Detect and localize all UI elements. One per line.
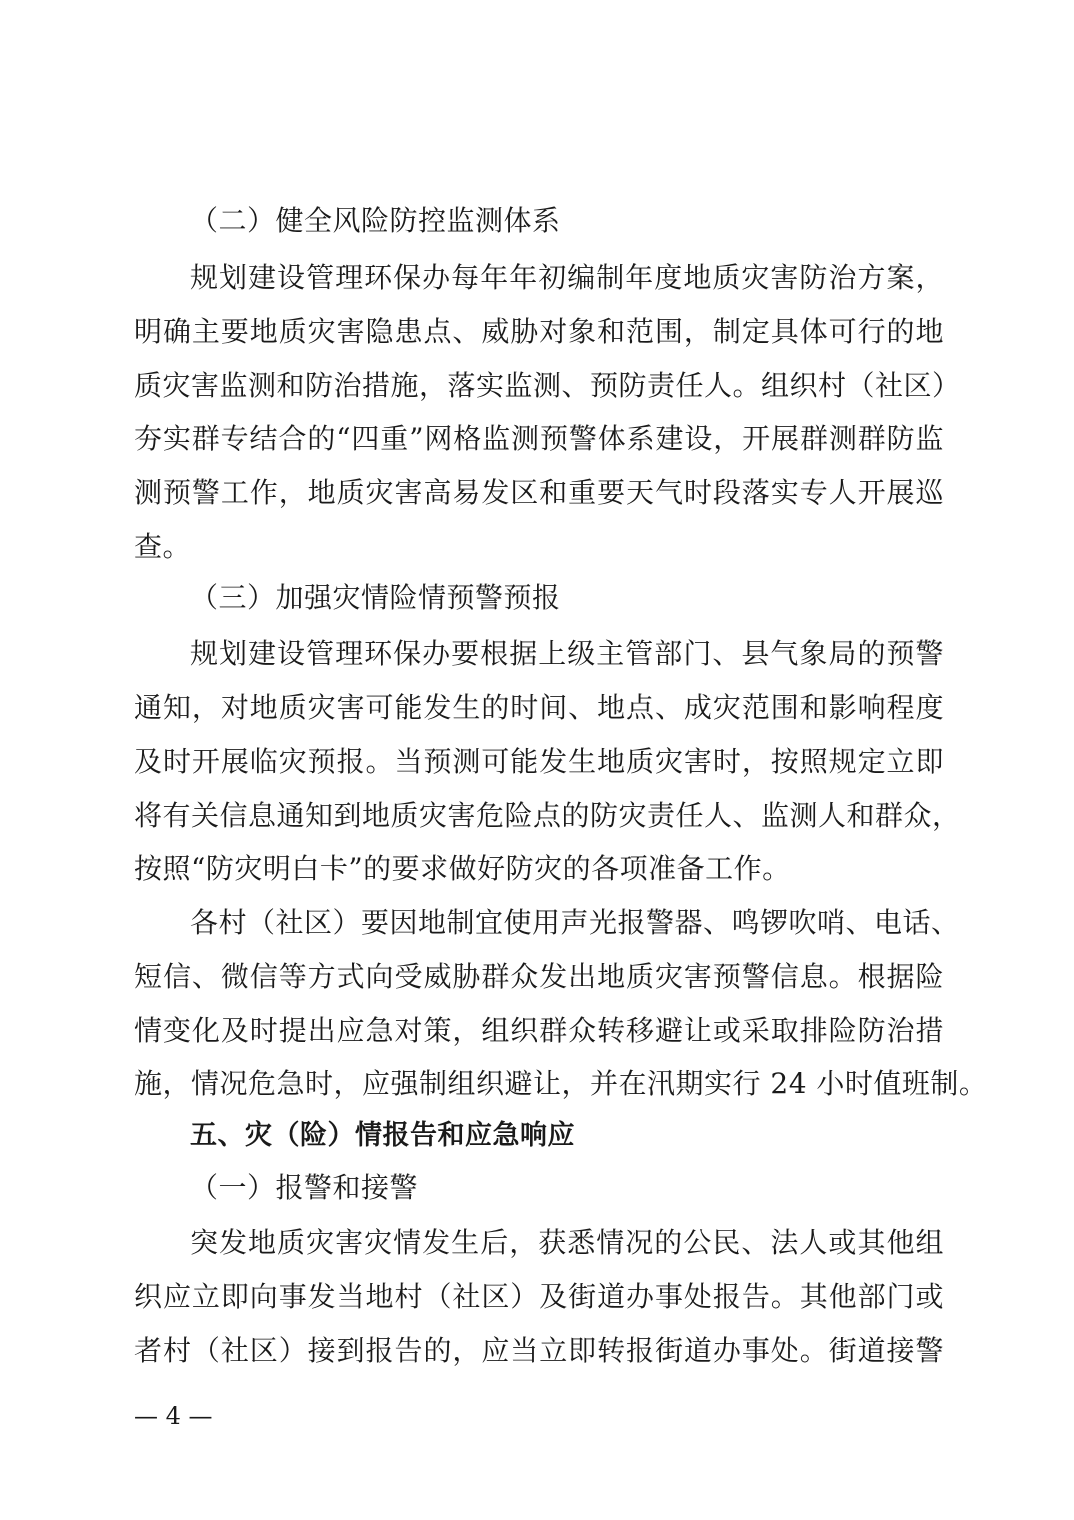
- paragraph-line: 规划建设管理环保办每年年初编制年度地质灾害防治方案，: [190, 261, 944, 294]
- paragraph-line: 各村（社区）要因地制宜使用声光报警器、鸣锣吹哨、电话、: [190, 906, 960, 939]
- paragraph-line: 查。: [134, 530, 192, 563]
- paragraph-line: 通知，对地质灾害可能发生的时间、地点、成灾范围和影响程度: [134, 691, 944, 724]
- section-heading-5-1: （一）报警和接警: [190, 1171, 419, 1204]
- paragraph-line: 织应立即向事发当地村（社区）及街道办事处报告。其他部门或: [134, 1280, 944, 1313]
- paragraph-line: 及时开展临灾预报。当预测可能发生地质灾害时，按照规定立即: [134, 745, 944, 778]
- paragraph-line: 夯实群专结合的“四重”网格监测预警体系建设，开展群测群防监: [134, 422, 944, 455]
- paragraph-line: 情变化及时提出应急对策，组织群众转移避让或采取排险防治措: [134, 1014, 944, 1047]
- page-number: — 4 —: [134, 1402, 213, 1430]
- section-heading-3: （三）加强灾情险情预警预报: [190, 581, 561, 614]
- paragraph-line: 规划建设管理环保办要根据上级主管部门、县气象局的预警: [190, 637, 944, 670]
- chapter-heading-5: 五、灾（险）情报告和应急响应: [190, 1120, 575, 1151]
- paragraph-line: 按照“防灾明白卡”的要求做好防灾的各项准备工作。: [134, 852, 791, 885]
- paragraph-line: 者村（社区）接到报告的，应当立即转报街道办事处。街道接警: [134, 1334, 944, 1367]
- paragraph-line: 将有关信息通知到地质灾害危险点的防灾责任人、监测人和群众，: [134, 799, 961, 832]
- paragraph-line: 突发地质灾害灾情发生后，获悉情况的公民、法人或其他组: [190, 1226, 944, 1259]
- section-heading-2: （二）健全风险防控监测体系: [190, 204, 561, 237]
- paragraph-line: 施，情况危急时，应强制组织避让，并在汛期实行 24 小时值班制。: [134, 1067, 988, 1100]
- paragraph-line: 明确主要地质灾害隐患点、威胁对象和范围，制定具体可行的地: [134, 315, 944, 348]
- paragraph-line: 短信、微信等方式向受威胁群众发出地质灾害预警信息。根据险: [134, 960, 944, 993]
- paragraph-line: 质灾害监测和防治措施，落实监测、预防责任人。组织村（社区）: [134, 369, 961, 402]
- paragraph-line: 测预警工作，地质灾害高易发区和重要天气时段落实专人开展巡: [134, 476, 944, 509]
